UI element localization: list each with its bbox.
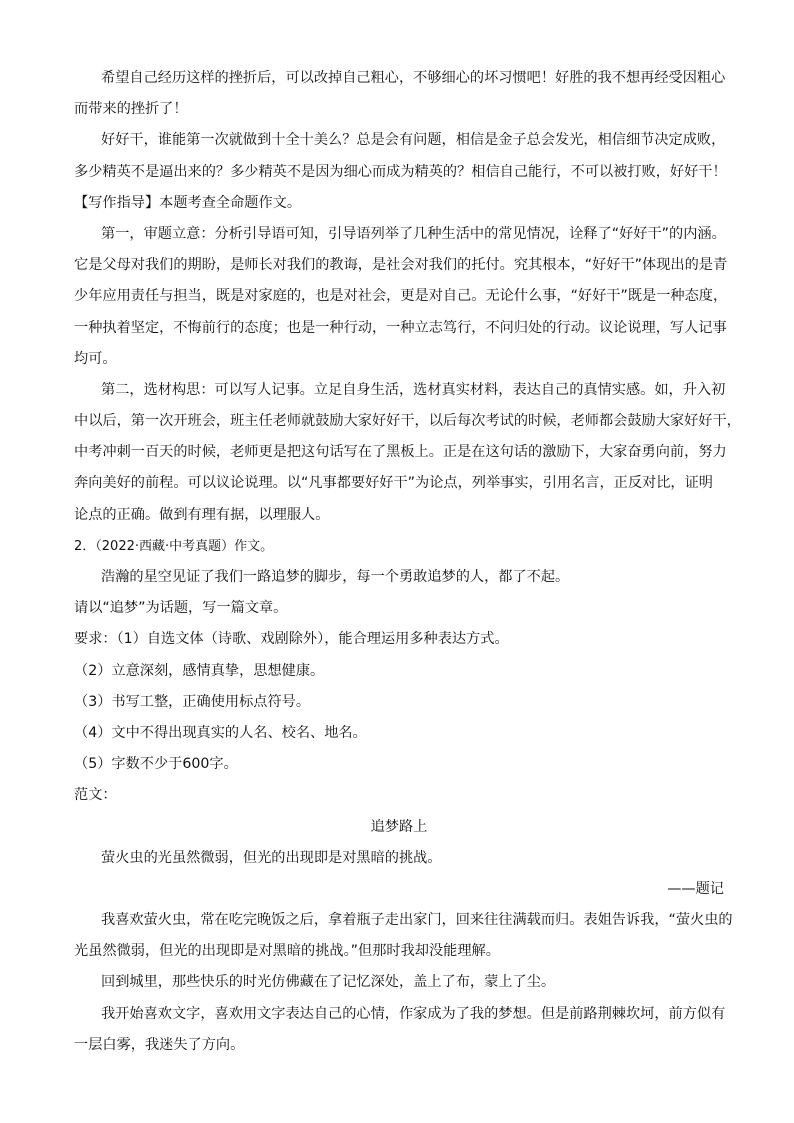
text-line: 回到城里，那些快乐的时光仿佛藏在了记忆深处，盖上了布，蒙上了尘。 <box>101 974 556 991</box>
text-line: 论点的正确。做到有理有据，以理服人。 <box>74 506 330 523</box>
text-line: 2．（2022·西藏·中考真题）作文。 <box>74 538 274 554</box>
text-line: 光虽然微弱，但光的出现即是对黑暗的挑战。”但那时我却没能理解。 <box>74 943 500 960</box>
text-line: 第一，审题立意：分析引导语可知，引导语列举了几种生活中的常见情况，诠释了“好好干”的内涵。 <box>101 225 726 242</box>
text-line: 要求：（1）自选文体（诗歌、戏剧除外），能合理运用多种表达方式。 <box>74 631 509 648</box>
text-line: ——题记 <box>667 880 724 897</box>
text-line: （4）文中不得出现真实的人名、校名、地名。 <box>74 724 367 741</box>
text-line: 浩瀚的星空见证了我们一路追梦的脚步，每一个勇敢追梦的人，都了不起。 <box>101 569 570 585</box>
text-line: 奔向美好的前程。可以议论说理。以“凡事都要好好干”为论点，列举事实，引用名言，正反对比，证明 <box>74 475 713 492</box>
essay-title: 追梦路上 <box>370 818 428 835</box>
text-line: 好好干，谁能第一次就做到十全十美么？总是会有问题，相信是金子总会发光，相信细节决定成败， <box>101 132 726 149</box>
text-line: 【写作指导】本题考查全命题作文。 <box>74 194 302 211</box>
text-line: 而带来的挫折了！ <box>74 101 188 118</box>
text-line: 多少精英不是逼出来的？多少精英不是因为细心而成为精英的？相信自己能行，不可以被打败，好好干！ <box>74 163 727 180</box>
text-line: 请以“追梦”为话题，写一篇文章。 <box>74 600 288 617</box>
text-line: 它是父母对我们的期盼，是师长对我们的教诲，是社会对我们的托付。究其根本，“好好干”体现出的是青 <box>74 257 728 274</box>
text-line: 均可。 <box>74 350 117 367</box>
text-line: （3）书写工整，正确使用标点符号。 <box>74 693 311 710</box>
text-line: 中考冲刺一百天的时候，老师更是把这句话写在了黑板上。正是在这句话的激励下，大家奋勇向前，努力 <box>74 444 727 461</box>
text-line: 中以后，第一次开班会，班主任老师就鼓励大家好好干，以后每次考试的时候，老师都会鼓励大家好好干， <box>74 413 741 430</box>
text-line: （5）字数不少于600字。 <box>74 756 238 773</box>
text-line: 萤火虫的光虽然微弱，但光的出现即是对黑暗的挑战。 <box>101 849 442 866</box>
text-line: 第二，选材构思：可以写人记事。立足自身生活，选材真实材料，表达自己的真情实感。如，升入初 <box>101 381 726 398</box>
text-line: （2）立意深刻，感情真挚，思想健康。 <box>74 662 325 679</box>
text-line: 我喜欢萤火虫，常在吃完晚饭之后，拿着瓶子走出家门，回来往往满载而归。表姐告诉我，“萤火虫的 <box>101 912 733 929</box>
text-line: 希望自己经历这样的挫折后，可以改掉自己粗心，不够细心的坏习惯吧！好胜的我不想再经受因粗心 <box>101 70 726 86</box>
text-line: 范文： <box>74 787 117 804</box>
text-line: 少年应用责任与担当，既是对家庭的，也是对社会，更是对自己。无论什么事，“好好干”既是一种态度， <box>74 288 728 305</box>
text-line: 一层白雾，我迷失了方向。 <box>74 1036 245 1053</box>
text-line: 一种执着坚定，不悔前行的态度；也是一种行动，一种立志笃行，不问归处的行动。议论说理，写人记事 <box>74 319 727 336</box>
text-line: 我开始喜欢文字，喜欢用文字表达自己的心情，作家成为了我的梦想。但是前路荆棘坎坷，前方似有 <box>101 1005 726 1022</box>
